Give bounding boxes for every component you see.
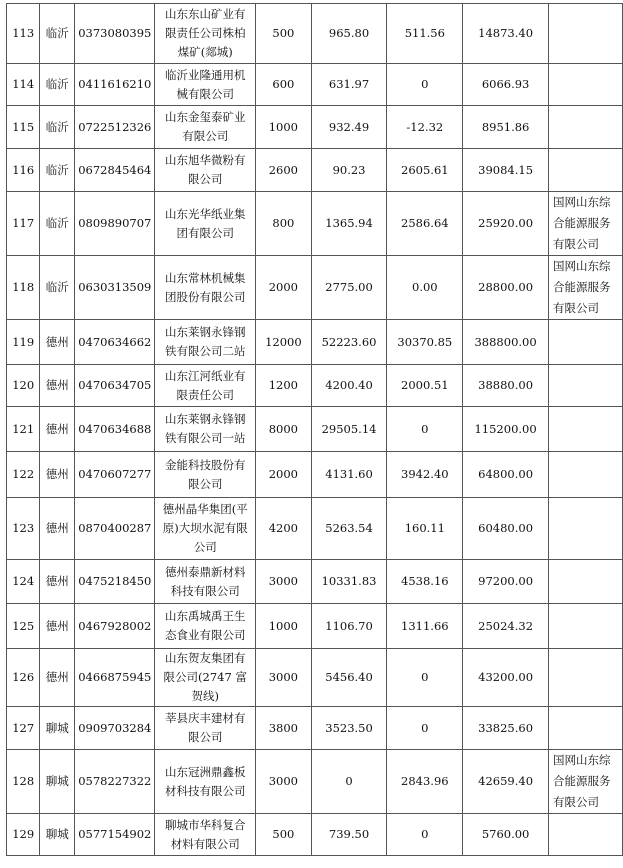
value-1-cell: 29505.14 — [311, 407, 387, 452]
row-number: 126 — [7, 649, 40, 707]
account-code-cell: 0475218450 — [75, 560, 155, 604]
table-row — [7, 498, 623, 560]
value-2-cell: 160.11 — [387, 498, 463, 560]
company-name-cell: 山东光华纸业集团有限公司 — [155, 192, 256, 256]
capacity-cell: 3800 — [256, 707, 312, 750]
value-3-cell: 39084.15 — [463, 149, 549, 192]
service-agency-cell: 国网山东综合能源服务有限公司 — [548, 192, 622, 256]
table-row — [7, 560, 623, 604]
company-name-cell: 山东冠洲鼎鑫板材科技有限公司 — [155, 750, 256, 814]
table-body — [7, 4, 623, 856]
value-1-cell: 5456.40 — [311, 649, 387, 707]
value-3-cell: 8951.86 — [463, 106, 549, 149]
row-number: 113 — [7, 4, 40, 64]
account-code-cell: 0466875945 — [75, 649, 155, 707]
value-2-cell: 0 — [387, 407, 463, 452]
service-agency-cell — [548, 149, 622, 192]
value-3-cell: 33825.60 — [463, 707, 549, 750]
row-number: 118 — [7, 256, 40, 320]
city-cell: 聊城 — [40, 750, 75, 814]
value-3-cell: 60480.00 — [463, 498, 549, 560]
table-row — [7, 64, 623, 106]
table-row — [7, 452, 623, 498]
value-3-cell: 25920.00 — [463, 192, 549, 256]
account-code-cell: 0672845464 — [75, 149, 155, 192]
account-code-cell: 0467928002 — [75, 604, 155, 649]
capacity-cell: 600 — [256, 64, 312, 106]
value-1-cell: 5263.54 — [311, 498, 387, 560]
city-cell: 聊城 — [40, 814, 75, 856]
table-row — [7, 256, 623, 320]
city-cell: 德州 — [40, 407, 75, 452]
service-agency-cell — [548, 707, 622, 750]
value-2-cell: 4538.16 — [387, 560, 463, 604]
row-number: 119 — [7, 320, 40, 365]
table-row — [7, 649, 623, 707]
service-agency-cell — [548, 106, 622, 149]
company-name-cell: 聊城市华科复合材料有限公司 — [155, 814, 256, 856]
value-2-cell: 0.00 — [387, 256, 463, 320]
value-3-cell: 38880.00 — [463, 365, 549, 407]
value-1-cell: 932.49 — [311, 106, 387, 149]
service-agency-cell — [548, 814, 622, 856]
service-agency-cell — [548, 604, 622, 649]
value-2-cell: 1311.66 — [387, 604, 463, 649]
city-cell: 德州 — [40, 498, 75, 560]
service-agency-cell — [548, 320, 622, 365]
capacity-cell: 4200 — [256, 498, 312, 560]
value-1-cell: 631.97 — [311, 64, 387, 106]
table-row — [7, 814, 623, 856]
account-code-cell: 0809890707 — [75, 192, 155, 256]
value-3-cell: 115200.00 — [463, 407, 549, 452]
row-number: 120 — [7, 365, 40, 407]
city-cell: 德州 — [40, 365, 75, 407]
value-1-cell: 4200.40 — [311, 365, 387, 407]
row-number: 121 — [7, 407, 40, 452]
table-row — [7, 604, 623, 649]
capacity-cell: 500 — [256, 814, 312, 856]
value-3-cell: 6066.93 — [463, 64, 549, 106]
service-agency-cell: 国网山东综合能源服务有限公司 — [548, 750, 622, 814]
value-1-cell: 1106.70 — [311, 604, 387, 649]
value-1-cell: 965.80 — [311, 4, 387, 64]
company-name-cell: 山东金玺泰矿业有限公司 — [155, 106, 256, 149]
value-2-cell: 0 — [387, 649, 463, 707]
row-number: 128 — [7, 750, 40, 814]
row-number: 125 — [7, 604, 40, 649]
capacity-cell: 3000 — [256, 649, 312, 707]
company-name-cell: 山东江河纸业有限责任公司 — [155, 365, 256, 407]
account-code-cell: 0373080395 — [75, 4, 155, 64]
value-1-cell: 4131.60 — [311, 452, 387, 498]
city-cell: 临沂 — [40, 192, 75, 256]
table-row — [7, 106, 623, 149]
value-2-cell: 0 — [387, 814, 463, 856]
value-1-cell: 739.50 — [311, 814, 387, 856]
company-name-cell: 山东常林机械集团股份有限公司 — [155, 256, 256, 320]
city-cell: 德州 — [40, 604, 75, 649]
value-2-cell: 2843.96 — [387, 750, 463, 814]
value-1-cell: 2775.00 — [311, 256, 387, 320]
row-number: 129 — [7, 814, 40, 856]
value-1-cell: 52223.60 — [311, 320, 387, 365]
value-2-cell: 0 — [387, 707, 463, 750]
value-3-cell: 388800.00 — [463, 320, 549, 365]
capacity-cell: 1000 — [256, 604, 312, 649]
capacity-cell: 1000 — [256, 106, 312, 149]
table-row — [7, 4, 623, 64]
city-cell: 临沂 — [40, 4, 75, 64]
company-name-cell: 山东莱钢永锋钢铁有限公司二站 — [155, 320, 256, 365]
value-3-cell: 97200.00 — [463, 560, 549, 604]
service-agency-cell — [548, 4, 622, 64]
company-name-cell: 山东禹城禹王生态食业有限公司 — [155, 604, 256, 649]
table-row — [7, 707, 623, 750]
account-code-cell: 0577154902 — [75, 814, 155, 856]
company-name-cell: 德州泰鼎新材料科技有限公司 — [155, 560, 256, 604]
account-code-cell: 0470634705 — [75, 365, 155, 407]
capacity-cell: 3000 — [256, 750, 312, 814]
city-cell: 临沂 — [40, 149, 75, 192]
value-2-cell: 30370.85 — [387, 320, 463, 365]
table-row — [7, 149, 623, 192]
account-code-cell: 0470607277 — [75, 452, 155, 498]
row-number: 115 — [7, 106, 40, 149]
table-row — [7, 320, 623, 365]
service-agency-cell — [548, 452, 622, 498]
capacity-cell: 2600 — [256, 149, 312, 192]
capacity-cell: 12000 — [256, 320, 312, 365]
value-3-cell: 64800.00 — [463, 452, 549, 498]
service-agency-cell — [548, 365, 622, 407]
service-agency-cell — [548, 407, 622, 452]
table-row — [7, 750, 623, 814]
city-cell: 聊城 — [40, 707, 75, 750]
city-cell: 德州 — [40, 560, 75, 604]
enterprise-table — [6, 3, 623, 856]
value-1-cell: 0 — [311, 750, 387, 814]
table-row — [7, 407, 623, 452]
value-3-cell: 14873.40 — [463, 4, 549, 64]
capacity-cell: 3000 — [256, 560, 312, 604]
row-number: 127 — [7, 707, 40, 750]
value-3-cell: 5760.00 — [463, 814, 549, 856]
service-agency-cell — [548, 498, 622, 560]
value-2-cell: 2000.51 — [387, 365, 463, 407]
capacity-cell: 500 — [256, 4, 312, 64]
table-row — [7, 192, 623, 256]
account-code-cell: 0578227322 — [75, 750, 155, 814]
value-3-cell: 28800.00 — [463, 256, 549, 320]
table-row — [7, 365, 623, 407]
row-number: 123 — [7, 498, 40, 560]
city-cell: 临沂 — [40, 64, 75, 106]
capacity-cell: 1200 — [256, 365, 312, 407]
account-code-cell: 0411616210 — [75, 64, 155, 106]
row-number: 114 — [7, 64, 40, 106]
capacity-cell: 8000 — [256, 407, 312, 452]
value-2-cell: -12.32 — [387, 106, 463, 149]
row-number: 117 — [7, 192, 40, 256]
account-code-cell: 0630313509 — [75, 256, 155, 320]
capacity-cell: 2000 — [256, 256, 312, 320]
company-name-cell: 山东莱钢永锋钢铁有限公司一站 — [155, 407, 256, 452]
service-agency-cell: 国网山东综合能源服务有限公司 — [548, 256, 622, 320]
city-cell: 临沂 — [40, 106, 75, 149]
value-1-cell: 1365.94 — [311, 192, 387, 256]
account-code-cell: 0870400287 — [75, 498, 155, 560]
account-code-cell: 0470634688 — [75, 407, 155, 452]
row-number: 116 — [7, 149, 40, 192]
account-code-cell: 0909703284 — [75, 707, 155, 750]
city-cell: 德州 — [40, 452, 75, 498]
row-number: 124 — [7, 560, 40, 604]
account-code-cell: 0470634662 — [75, 320, 155, 365]
value-3-cell: 43200.00 — [463, 649, 549, 707]
capacity-cell: 2000 — [256, 452, 312, 498]
value-3-cell: 42659.40 — [463, 750, 549, 814]
capacity-cell: 800 — [256, 192, 312, 256]
city-cell: 临沂 — [40, 256, 75, 320]
value-2-cell: 511.56 — [387, 4, 463, 64]
service-agency-cell — [548, 649, 622, 707]
company-name-cell: 德州晶华集团(平原)大坝水泥有限公司 — [155, 498, 256, 560]
row-number: 122 — [7, 452, 40, 498]
company-name-cell: 山东东山矿业有限责任公司株柏煤矿(郯城) — [155, 4, 256, 64]
value-2-cell: 2586.64 — [387, 192, 463, 256]
service-agency-cell — [548, 560, 622, 604]
value-1-cell: 10331.83 — [311, 560, 387, 604]
value-1-cell: 90.23 — [311, 149, 387, 192]
company-name-cell: 临沂业隆通用机械有限公司 — [155, 64, 256, 106]
value-3-cell: 25024.32 — [463, 604, 549, 649]
city-cell: 德州 — [40, 320, 75, 365]
value-2-cell: 3942.40 — [387, 452, 463, 498]
company-name-cell: 山东贺友集团有限公司(2747 富贺线) — [155, 649, 256, 707]
city-cell: 德州 — [40, 649, 75, 707]
service-agency-cell — [548, 64, 622, 106]
company-name-cell: 山东旭华微粉有限公司 — [155, 149, 256, 192]
value-1-cell: 3523.50 — [311, 707, 387, 750]
value-2-cell: 0 — [387, 64, 463, 106]
company-name-cell: 金能科技股份有限公司 — [155, 452, 256, 498]
company-name-cell: 莘县庆丰建材有限公司 — [155, 707, 256, 750]
account-code-cell: 0722512326 — [75, 106, 155, 149]
value-2-cell: 2605.61 — [387, 149, 463, 192]
